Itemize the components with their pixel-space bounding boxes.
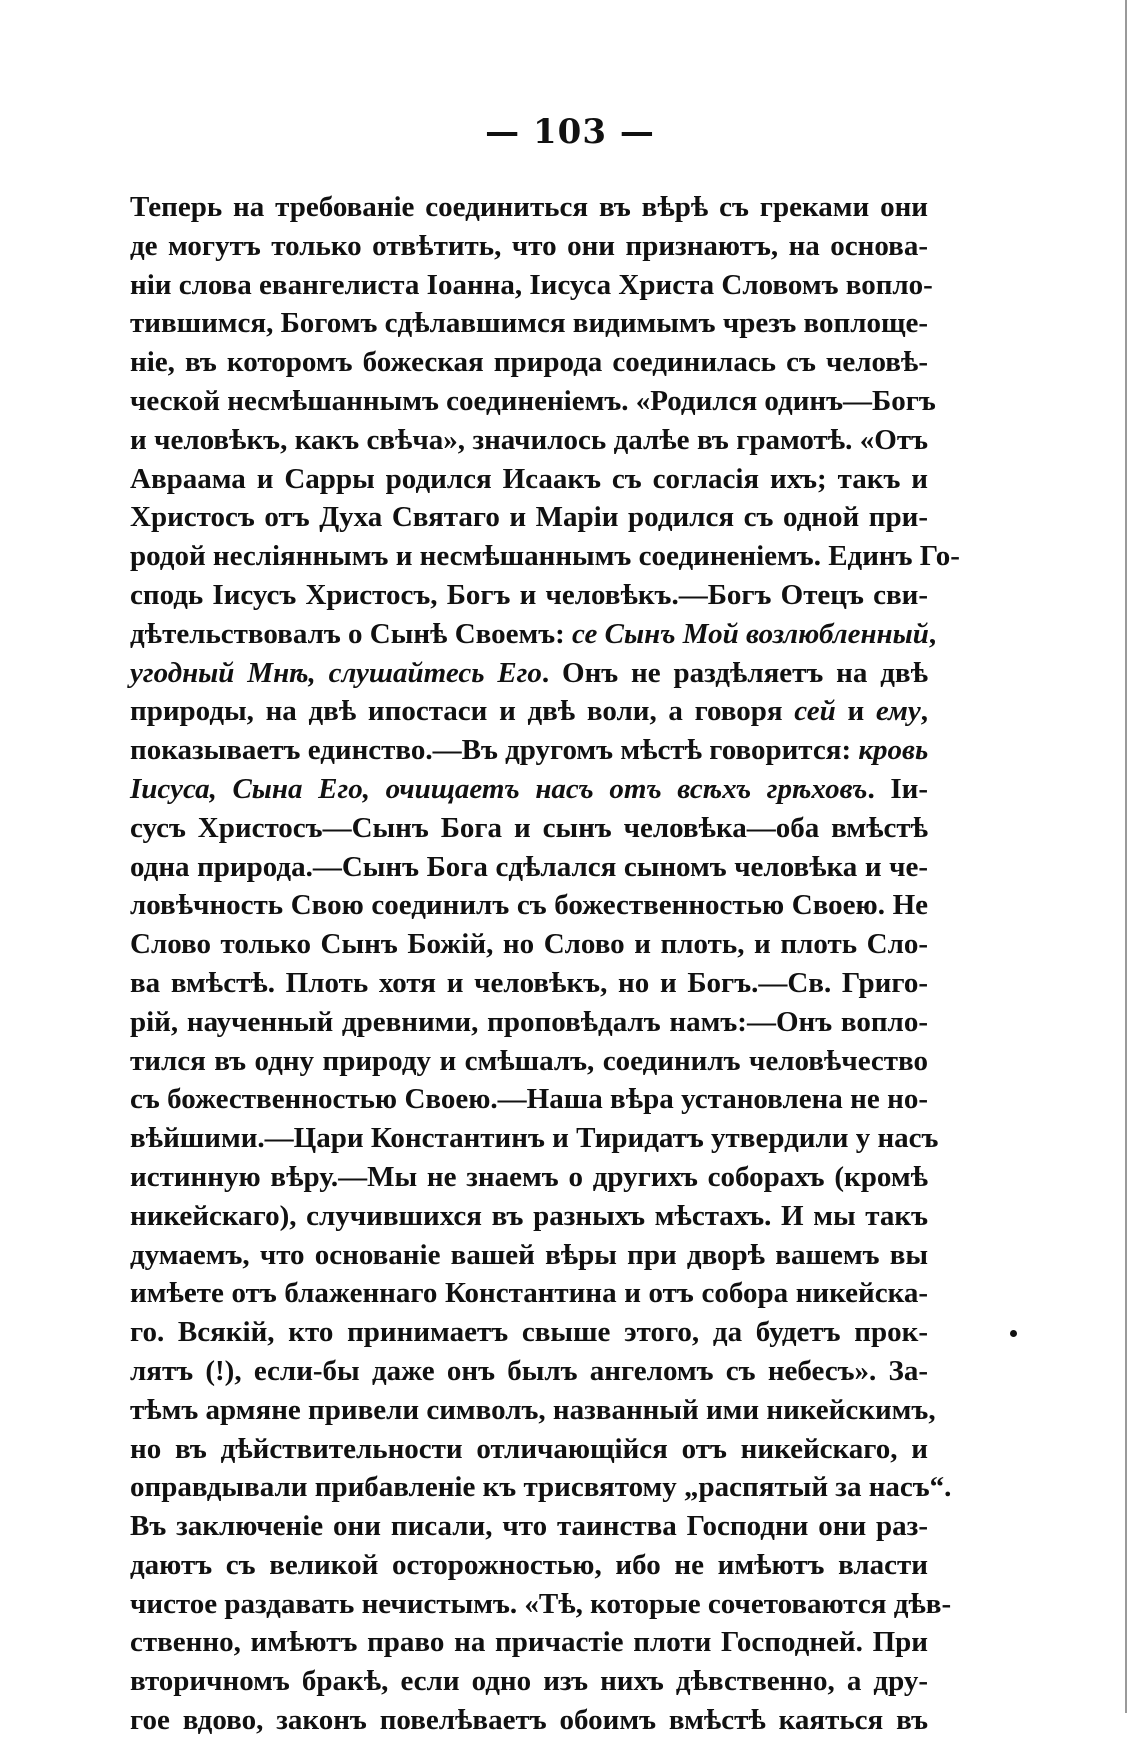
scripture-quote: угодный Мнѣ, слушайтесь Его bbox=[130, 656, 542, 689]
scripture-quote: се Сынъ Мой возлюбленный bbox=[572, 617, 929, 650]
text-line: даютъ съ великой осторожностью, ибо не имѣютъ власти bbox=[130, 1548, 928, 1581]
text-line: го. Всякій, кто принимаетъ свыше этого, да будетъ прок- bbox=[130, 1316, 928, 1349]
text-line: но въ дѣйствительности отличающійся отъ никейскаго, и bbox=[130, 1432, 928, 1465]
text-span: , bbox=[928, 617, 937, 650]
text-line: сусъ Христосъ—Сынъ Бога и сынъ человѣка—оба вмѣстѣ bbox=[130, 811, 928, 844]
text-line: родой неслiяннымъ и несмѣшаннымъ соединеніемъ. Единъ Го- bbox=[130, 540, 960, 573]
text-line: ва вмѣстѣ. Плоть хотя и человѣкъ, но и Богъ.—Св. Григо- bbox=[130, 966, 928, 999]
text-span: . Іи- bbox=[867, 772, 928, 805]
text-span: . Онъ не раздѣляетъ на двѣ bbox=[541, 656, 928, 689]
text-line: Христосъ отъ Духа Святаго и Маріи родился съ одной при- bbox=[130, 501, 928, 534]
text-line: Слово только Сынъ Божій, но Слово и плоть, и плоть Сло- bbox=[130, 928, 928, 961]
scan-edge-line bbox=[1125, 0, 1127, 1713]
text-span: дѣтельствовалъ о Сынѣ Своемъ: bbox=[130, 617, 573, 650]
text-line: Въ заключеніе они писали, что таинства Господни они раз- bbox=[130, 1510, 928, 1543]
text-line: тѣмъ армяне привели символъ, названный ими никейскимъ, bbox=[130, 1393, 936, 1426]
scripture-quote: кровь bbox=[858, 734, 929, 767]
text-line bbox=[130, 654, 928, 693]
text-line: вторичномъ бракѣ, если одно изъ нихъ дѣвственно, а дру- bbox=[130, 1665, 928, 1698]
text-line bbox=[130, 731, 928, 770]
scripture-quote: Іисуса, Сына Его, очищаетъ насъ отъ всѣхъ грѣховъ bbox=[130, 772, 868, 805]
text-line: Авраама и Сарры родился Исаакъ съ согласія ихъ; такъ и bbox=[130, 462, 928, 495]
text-line: тился въ одну природу и смѣшалъ, соединилъ человѣчество bbox=[130, 1044, 928, 1077]
body-text bbox=[130, 188, 960, 1740]
text-line: ніи слова евангелиста Іоанна, Іисуса Христа Словомъ вопло- bbox=[130, 268, 933, 301]
page-number: — 103 — bbox=[485, 112, 655, 152]
text-line: оправдывали прибавленіе къ трисвятому „распятый за насъ“. bbox=[130, 1471, 952, 1504]
text-line bbox=[130, 770, 928, 809]
text-span: показываетъ единство.—Въ другомъ мѣстѣ говорится: bbox=[130, 734, 859, 767]
text-line: сподь Іисусъ Христосъ, Богъ и человѣкъ.—Богъ Отецъ сви- bbox=[130, 578, 928, 611]
text-line: тившимся, Богомъ сдѣлавшимся видимымъ чрезъ воплоще- bbox=[130, 307, 928, 340]
text-line: ческой несмѣшаннымъ соединеніемъ. «Родился одинъ—Богъ bbox=[130, 384, 936, 417]
text-span: , bbox=[920, 695, 928, 728]
text-line: одна природа.—Сынъ Бога сдѣлался сыномъ человѣка и че- bbox=[130, 850, 928, 883]
text-line: гое вдово, законъ повелѣваетъ обоимъ вмѣстѣ каяться въ bbox=[130, 1704, 928, 1737]
text-line: истинную вѣру.—Мы не знаемъ о другихъ соборахъ (кромѣ bbox=[130, 1160, 928, 1193]
text-line: вѣйшими.—Цари Константинъ и Тиридатъ утвердили у насъ bbox=[130, 1122, 939, 1155]
text-line bbox=[130, 692, 928, 731]
text-line: де могутъ только отвѣтить, что они признаютъ, на основа- bbox=[130, 229, 928, 262]
text-line: Теперь на требованіе соединиться въ вѣрѣ съ греками они bbox=[130, 191, 928, 223]
text-line: никейскаго), случившихся въ разныхъ мѣстахъ. И мы такъ bbox=[130, 1199, 928, 1232]
emphasis: ему bbox=[875, 695, 921, 728]
text-line: ніе, въ которомъ божеская природа соединилась съ человѣ- bbox=[130, 346, 928, 379]
text-line: имѣете отъ блаженнаго Константина и отъ собора никейска- bbox=[130, 1277, 928, 1310]
text-line: думаемъ, что основаніе вашей вѣры при дворѣ вашемъ вы bbox=[130, 1238, 928, 1271]
text-line: ственно, имѣютъ право на причастіе плоти Господней. При bbox=[130, 1626, 928, 1659]
margin-dot bbox=[1010, 1330, 1017, 1337]
text-line: и человѣкъ, какъ свѣча», значилось далѣе въ грамотѣ. «Отъ bbox=[130, 423, 928, 456]
text-line: лятъ (!), если-бы даже онъ былъ ангеломъ съ небесъ». За- bbox=[130, 1354, 928, 1387]
text-line bbox=[130, 615, 937, 654]
text-line: рій, наученный древними, проповѣдалъ намъ:—Онъ вопло- bbox=[130, 1005, 928, 1038]
text-line: ловѣчность Свою соединилъ съ божественностью Своею. Не bbox=[130, 889, 928, 922]
text-line: съ божественностью Своею.—Наша вѣра установлена не но- bbox=[130, 1083, 928, 1116]
text-line: чистое раздавать нечистымъ. «Тѣ, которые сочетоваются дѣв- bbox=[130, 1587, 952, 1620]
text-span: и bbox=[835, 695, 876, 728]
emphasis: сей bbox=[794, 695, 836, 728]
text-span: природы, на двѣ ипостаси и двѣ воли, а говоря bbox=[130, 695, 795, 728]
